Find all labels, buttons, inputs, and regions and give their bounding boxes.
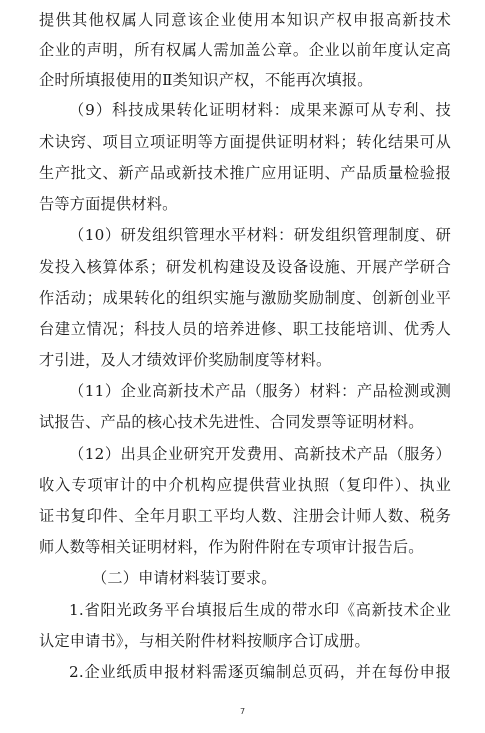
text-line: 企业的声明，所有权属人需加盖公章。企业以前年度认定高 [39,41,451,59]
paragraph-10-start: （10）研发组织管理水平材料：研发组织管理制度、研 [69,226,451,244]
text-line: 试报告、产品的核心技术先进性、合同发票等证明材料。 [39,413,424,431]
paragraph-11-start: （11）企业高新技术产品（服务）材料：产品检测或测 [69,382,451,400]
paragraph-9-start: （9）科技成果转化证明材料：成果来源可从专利、技 [69,101,451,119]
text-line: 作活动；成果转化的组织实施与激励奖励制度、创新创业平 [39,289,451,307]
item-1-start: 1.省阳光政务平台填报后生成的带水印《高新技术企业 [69,601,451,619]
text-line: 生产批文、新产品或新技术推广应用证明、产品质量检验报 [39,164,451,182]
text-line: 师人数等相关证明材料，作为附件附在专项审计报告后。 [39,538,424,556]
text-line: 收入专项审计的中介机构应提供营业执照（复印件）、执业 [39,476,451,494]
text-line: 台建立情况；科技人员的培养进修、职工技能培训、优秀人 [39,320,451,338]
text-line: 发投入核算体系；研发机构建设及设备设施、开展产学研合 [39,258,451,276]
text-line: 告等方面提供材料。 [39,195,178,213]
text-line: 认定申请书》，与相关附件材料按顺序合订成册。 [39,632,370,650]
page-number: 7 [239,707,246,716]
text-line: 术诀窍、项目立项证明等方面提供证明材料；转化结果可从 [39,133,451,151]
paragraph-12-start: （12）出具企业研究开发费用、高新技术产品（服务） [69,445,451,463]
section-heading: （二）申请材料装订要求。 [92,569,277,587]
item-2-start: 2.企业纸质申报材料需逐页编制总页码，并在每份申报 [69,663,451,681]
text-line: 证书复印件、全年月职工平均人数、注册会计师人数、税务 [39,507,451,525]
text-line: 企时所填报使用的Ⅱ类知识产权，不能再次填报。 [39,71,373,89]
text-line: 才引进，及人才绩效评价奖励制度等材料。 [39,351,332,369]
text-line: 提供其他权属人同意该企业使用本知识产权申报高新技术 [39,11,451,29]
